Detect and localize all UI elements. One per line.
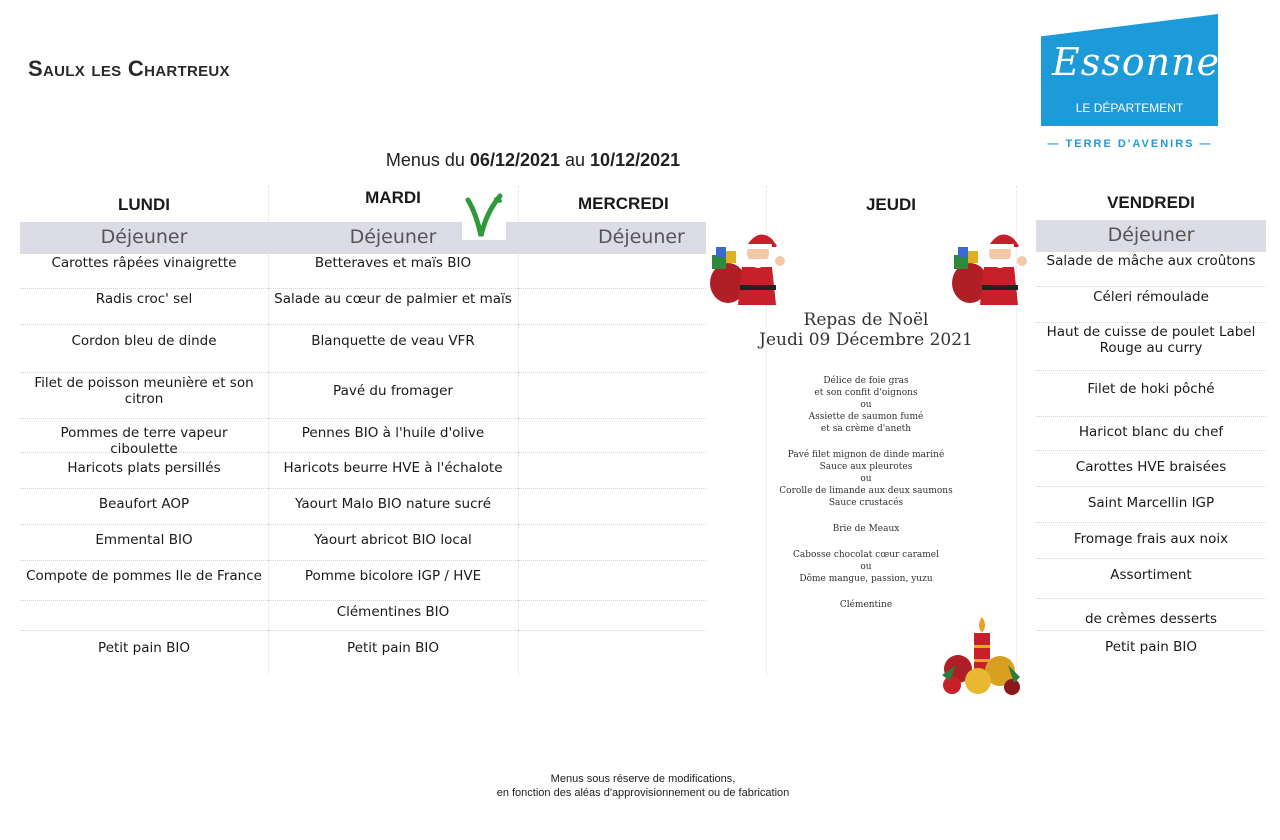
christmas-candle-icon	[938, 615, 1024, 697]
christmas-menu-item: Corolle de limande aux deux saumons	[779, 486, 953, 496]
day-column-mercredi	[518, 186, 706, 676]
row-divider	[518, 524, 706, 525]
christmas-menu-item: Dôme mangue, passion, yuzu	[799, 574, 933, 584]
day-name: LUNDI	[118, 195, 170, 214]
dish-item: Yaourt Malo BIO nature sucré	[294, 496, 492, 512]
row-divider	[20, 488, 268, 489]
dish-item: Haut de cuisse de poulet Label Rouge au curry	[1046, 324, 1256, 356]
christmas-menu	[716, 375, 1016, 611]
santa-claus-icon	[948, 227, 1030, 307]
row-divider	[268, 488, 518, 489]
christmas-title-line1: Repas de Noël	[803, 310, 929, 330]
christmas-meal-title	[716, 310, 1016, 350]
dish-item: Assortiment	[1110, 567, 1192, 583]
row-divider	[518, 488, 706, 489]
dish-item: Blanquette de veau VFR	[311, 333, 475, 349]
row-divider	[20, 524, 268, 525]
christmas-menu-item: ou	[860, 400, 872, 410]
dish-item: Petit pain BIO	[347, 640, 439, 656]
meal-label: Déjeuner	[100, 226, 188, 248]
row-divider	[518, 372, 706, 373]
dish-item: Fromage frais aux noix	[1073, 531, 1229, 547]
christmas-menu-item: Cabosse chocolat cœur caramel	[792, 550, 939, 560]
row-divider	[1036, 322, 1266, 323]
dish-item: Carottes râpées vinaigrette	[51, 255, 237, 271]
row-divider	[518, 452, 706, 453]
row-divider	[268, 524, 518, 525]
dish-item: Salade au cœur de palmier et maïs	[274, 291, 512, 307]
santa-claus-icon	[706, 227, 788, 307]
row-divider	[1036, 598, 1266, 599]
row-divider	[268, 372, 518, 373]
row-divider	[518, 630, 706, 631]
row-divider	[268, 560, 518, 561]
christmas-menu-item: ou	[860, 562, 872, 572]
period-mid: au	[560, 150, 591, 170]
town-name: Saulx les Chartreux	[28, 56, 230, 81]
christmas-menu-item: et sa crème d'aneth	[820, 424, 912, 434]
dish-item: Carottes HVE braisées	[1075, 459, 1227, 475]
christmas-menu-item: Délice de foie gras	[823, 376, 909, 386]
day-column-vendredi	[1036, 186, 1266, 676]
row-divider	[1036, 522, 1266, 523]
row-divider	[1036, 370, 1266, 371]
dish-item: Haricot blanc du chef	[1078, 424, 1224, 440]
row-divider	[268, 288, 518, 289]
row-divider	[20, 372, 268, 373]
disclaimer-line1: Menus sous réserve de modifications,	[550, 773, 736, 785]
christmas-menu-item: Sauce aux pleurotes	[819, 462, 913, 472]
dish-item: de crèmes desserts	[1084, 611, 1218, 627]
row-divider	[268, 452, 518, 453]
row-divider	[20, 324, 268, 325]
period-start: 06/12/2021	[469, 150, 561, 170]
christmas-menu-item: et son confit d'oignons	[814, 388, 918, 398]
dish-item: Filet de hoki pôché	[1087, 381, 1215, 397]
day-column-mardi	[268, 186, 518, 676]
dish-item: Yaourt abricot BIO local	[314, 532, 472, 548]
row-divider	[1036, 416, 1266, 417]
row-divider	[1036, 486, 1266, 487]
dish-item: Radis croc' sel	[95, 291, 193, 307]
row-divider	[1036, 450, 1266, 451]
christmas-menu-item: ou	[860, 474, 872, 484]
row-divider	[1036, 630, 1266, 631]
row-divider	[518, 560, 706, 561]
logo-tagline: — TERRE D'AVENIRS —	[1047, 138, 1213, 150]
dish-item: Salade de mâche aux croûtons	[1046, 253, 1256, 269]
meal-label: Déjeuner	[349, 226, 437, 248]
day-name: MERCREDI	[578, 194, 669, 213]
row-divider	[1036, 286, 1266, 287]
logo-wordmark: Essonne	[1052, 40, 1221, 84]
period-end: 10/12/2021	[590, 150, 681, 170]
menu-period	[0, 150, 1066, 171]
day-name: VENDREDI	[1107, 193, 1195, 212]
dish-item: Pavé du fromager	[333, 383, 453, 399]
row-divider	[518, 600, 706, 601]
row-divider	[518, 324, 706, 325]
row-divider	[20, 560, 268, 561]
dish-item: Petit pain BIO	[98, 640, 190, 656]
row-divider	[1036, 558, 1266, 559]
day-name: MARDI	[365, 188, 421, 207]
row-divider	[20, 630, 268, 631]
day-column-lundi	[20, 186, 268, 676]
row-divider	[20, 418, 268, 419]
row-divider	[268, 418, 518, 419]
row-divider	[20, 600, 268, 601]
day-name-jeudi: JEUDI	[865, 195, 917, 214]
disclaimer	[0, 772, 1280, 800]
dish-item: Pomme bicolore IGP / HVE	[304, 568, 482, 584]
dish-item: Compote de pommes Ile de France	[26, 568, 262, 584]
christmas-menu-item: Clémentine	[839, 600, 893, 610]
row-divider	[268, 600, 518, 601]
dish-item: Beaufort AOP	[98, 496, 190, 512]
period-prefix: Menus du	[385, 150, 470, 170]
dish-item: Cordon bleu de dinde	[71, 333, 217, 349]
dish-item: Betteraves et maïs BIO	[314, 255, 472, 271]
row-divider	[518, 418, 706, 419]
christmas-menu-item: Sauce crustacés	[828, 498, 904, 508]
disclaimer-line2: en fonction des aléas d'approvisionnement ou de fabrication	[496, 787, 790, 799]
christmas-menu-item: Pavé filet mignon de dinde mariné	[787, 450, 945, 460]
meal-label: Déjeuner	[1107, 224, 1195, 246]
dish-item: Petit pain BIO	[1105, 639, 1197, 655]
dish-item: Pommes de terre vapeur ciboulette	[60, 425, 228, 457]
dish-item: Céleri rémoulade	[1093, 289, 1209, 305]
dish-item: Filet de poisson meunière et son citron	[34, 375, 254, 407]
dish-item: Emmental BIO	[95, 532, 193, 548]
row-divider	[518, 288, 706, 289]
row-divider	[268, 324, 518, 325]
christmas-title-line2: Jeudi 09 Décembre 2021	[759, 330, 973, 350]
dish-item: Pennes BIO à l'huile d'olive	[301, 425, 485, 441]
christmas-menu-item: Brie de Meaux	[832, 524, 900, 534]
logo-subtitle: LE DÉPARTEMENT	[1075, 101, 1184, 115]
dish-item: Clémentines BIO	[336, 604, 450, 620]
dish-item: Saint Marcellin IGP	[1087, 495, 1215, 511]
dish-item: Haricots plats persillés	[67, 460, 221, 476]
row-divider	[268, 630, 518, 631]
vegetarian-v-icon	[462, 192, 506, 240]
meal-label: Déjeuner	[598, 226, 685, 248]
christmas-menu-item: Assiette de saumon fumé	[808, 412, 924, 422]
dish-item: Haricots beurre HVE à l'échalote	[283, 460, 503, 476]
row-divider	[20, 288, 268, 289]
